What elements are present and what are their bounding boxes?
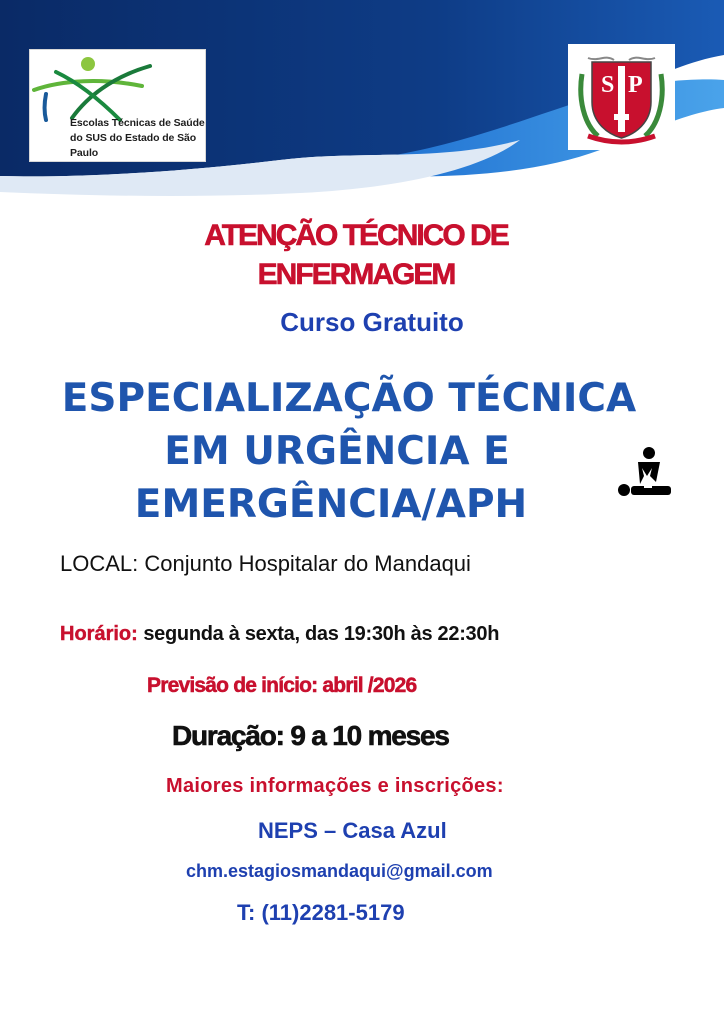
logo-figure-icon xyxy=(32,52,182,122)
horario-label: Horário: xyxy=(60,623,138,645)
course-title-line3: EMERGÊNCIA/APH xyxy=(134,482,528,527)
previsao-value: abril /2026 xyxy=(322,674,417,697)
sao-paulo-seal-icon xyxy=(568,44,675,150)
info-phone: T: (11)2281-5179 xyxy=(237,900,405,925)
seal-letter-s: S xyxy=(601,72,615,98)
duracao-line: Duração: 9 a 10 meses xyxy=(172,720,449,751)
logo-text-line1: Escolas Técnicas de Saúde xyxy=(70,117,205,129)
heading-line2: ENFERMAGEM xyxy=(257,258,455,291)
heading-line1: ATENÇÃO TÉCNICO DE xyxy=(204,219,508,252)
local-line xyxy=(60,550,471,578)
course-title-line1: ESPECIALIZAÇÃO TÉCNICA xyxy=(61,376,637,421)
previsao-label: Previsão de início: xyxy=(147,674,318,697)
seal-letter-p: P xyxy=(628,72,643,98)
etsus-logo xyxy=(29,49,206,162)
horario-line xyxy=(60,620,499,648)
subtitle: Curso Gratuito xyxy=(280,307,464,337)
horario-value: segunda à sexta, das 19:30h às 22:30h xyxy=(143,623,500,645)
info-email[interactable]: chm.estagiosmandaqui@gmail.com xyxy=(186,861,493,881)
previsao-line xyxy=(147,672,416,700)
logo-text xyxy=(70,116,210,161)
info-org: NEPS – Casa Azul xyxy=(258,818,447,843)
local-label: LOCAL: xyxy=(60,551,139,576)
logo-text-line2: do SUS do Estado de São Paulo xyxy=(70,132,197,159)
local-value: Conjunto Hospitalar do Mandaqui xyxy=(144,551,471,576)
sao-paulo-seal xyxy=(568,44,675,150)
course-title-line2: EM URGÊNCIA E xyxy=(164,429,510,474)
cpr-icon xyxy=(616,446,674,498)
info-heading: Maiores informações e inscrições: xyxy=(166,775,504,797)
